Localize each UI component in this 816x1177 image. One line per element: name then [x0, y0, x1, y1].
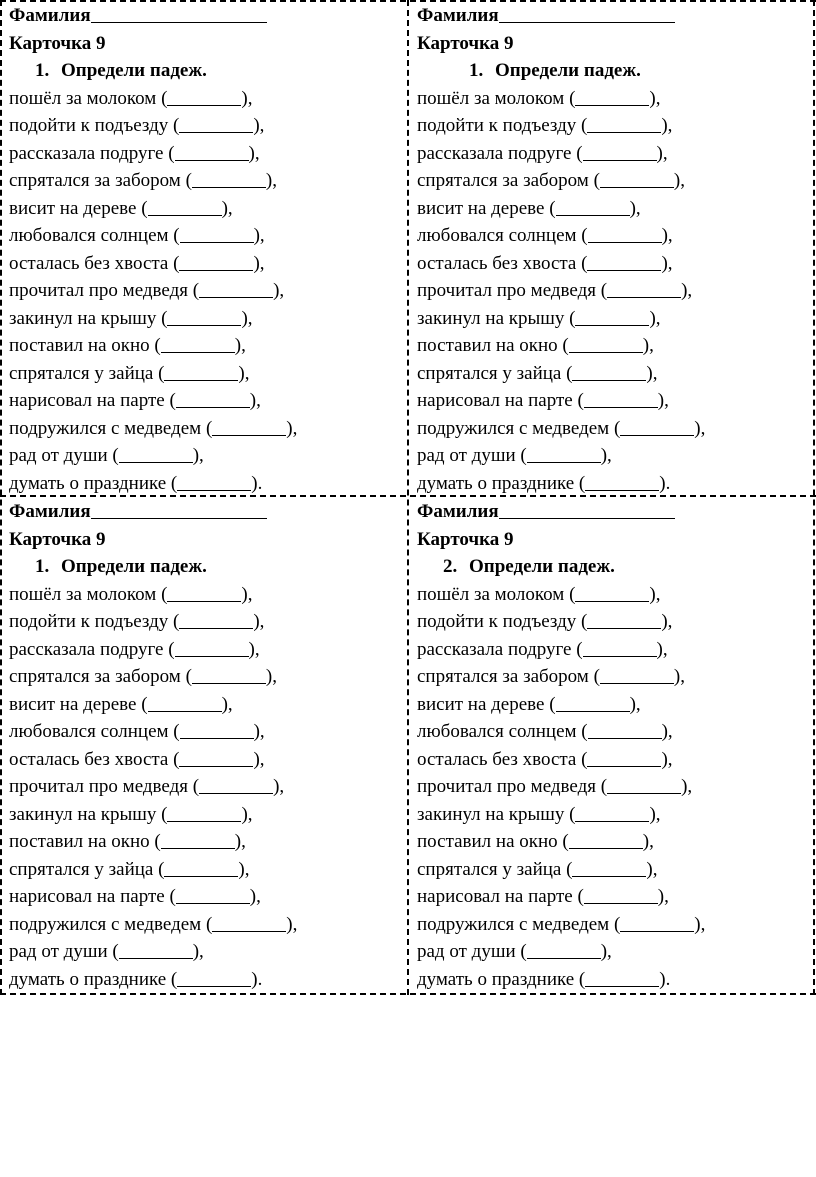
phrase-text: подойти к подъезду ( [417, 611, 588, 632]
phrase-end: ). [659, 968, 671, 990]
phrase-row [9, 195, 409, 223]
answer-blank[interactable] [177, 489, 251, 491]
phrase-row [9, 332, 409, 360]
phrase-end: ), [649, 583, 661, 605]
card-1 [0, 0, 409, 496]
phrase-row [9, 85, 409, 113]
phrase-end: ), [642, 335, 654, 356]
phrase-row [417, 140, 816, 168]
phrase-row [9, 250, 409, 278]
phrase-end: ), [681, 280, 693, 301]
answer-blank[interactable] [527, 957, 601, 959]
phrase-end: ), [694, 913, 706, 935]
surname-blank[interactable] [499, 21, 675, 23]
answer-blank[interactable] [179, 131, 253, 133]
answer-blank[interactable] [607, 296, 681, 298]
phrase-end: ), [253, 611, 265, 632]
answer-blank[interactable] [199, 296, 273, 298]
phrase-end: ), [649, 803, 661, 825]
phrase-text: висит на дереве ( [9, 693, 148, 715]
card-content [0, 0, 409, 497]
answer-blank[interactable] [587, 627, 661, 629]
phrase-end: ), [661, 611, 673, 632]
task-number: 1. [35, 60, 50, 81]
phrase-row [417, 938, 816, 966]
card-4 [409, 496, 816, 994]
phrase-text: думать о празднике ( [9, 968, 178, 990]
phrase-end: ), [249, 886, 261, 907]
answer-blank[interactable] [164, 875, 238, 877]
answer-blank[interactable] [179, 765, 253, 767]
phrase-text: закинул на крышу ( [9, 803, 168, 825]
phrase-text: рассказала подруге ( [9, 142, 175, 164]
answer-blank[interactable] [584, 406, 658, 408]
phrase-text: поставил на окно ( [417, 335, 569, 356]
phrase-row [417, 636, 816, 664]
phrase-end: ), [192, 941, 204, 962]
phrase-text: любовался солнцем ( [417, 225, 588, 246]
phrase-text: рад от души ( [9, 941, 119, 962]
answer-blank[interactable] [556, 710, 630, 712]
answer-blank[interactable] [575, 104, 649, 106]
answer-blank[interactable] [588, 737, 662, 739]
answer-blank[interactable] [161, 351, 235, 353]
phrase-text: поставил на окно ( [9, 335, 161, 356]
card-content [0, 496, 409, 993]
phrase-text: прочитал про медведя ( [417, 776, 608, 797]
phrase-row [9, 828, 409, 856]
phrase-end: ), [661, 252, 673, 274]
phrase-row [417, 305, 816, 333]
phrase-end: ), [649, 87, 661, 109]
answer-blank[interactable] [575, 324, 649, 326]
phrase-row [9, 442, 409, 470]
answer-blank[interactable] [179, 269, 253, 271]
phrase-end: ), [286, 913, 298, 935]
answer-blank[interactable] [148, 214, 222, 216]
phrase-text: осталась без хвоста ( [9, 748, 180, 770]
answer-blank[interactable] [176, 406, 250, 408]
phrase-end: ), [600, 941, 612, 962]
phrase-row [9, 801, 409, 829]
surname-blank[interactable] [91, 517, 267, 519]
phrase-text: осталась без хвоста ( [417, 252, 588, 274]
phrase-text: подружился с медведем ( [417, 913, 621, 935]
answer-blank[interactable] [119, 461, 193, 463]
phrase-end: ), [661, 115, 673, 136]
phrase-end: ), [600, 445, 612, 466]
phrase-text: висит на дереве ( [9, 197, 148, 219]
answer-blank[interactable] [607, 792, 681, 794]
phrase-end: ), [273, 280, 285, 301]
phrase-end: ), [649, 307, 661, 329]
phrase-row [417, 470, 816, 498]
phrase-text: рассказала подруге ( [417, 142, 583, 164]
phrase-end: ), [657, 390, 669, 411]
phrase-text: подойти к подъезду ( [417, 115, 588, 136]
card-content [409, 0, 816, 497]
answer-blank[interactable] [620, 434, 694, 436]
surname-label: Фамилия [9, 501, 91, 522]
phrase-text: пошёл за молоком ( [9, 87, 168, 109]
phrase-text: прочитал про медведя ( [9, 776, 200, 797]
phrase-end: ), [642, 831, 654, 852]
answer-blank[interactable] [527, 461, 601, 463]
answer-blank[interactable] [161, 847, 235, 849]
answer-blank[interactable] [180, 241, 254, 243]
answer-blank[interactable] [192, 186, 266, 188]
phrase-text: закинул на крышу ( [9, 307, 168, 329]
phrase-row [9, 387, 409, 415]
phrase-end: ), [253, 252, 265, 274]
phrase-row [9, 581, 409, 609]
phrase-text: любовался солнцем ( [417, 721, 588, 742]
phrase-text: рассказала подруге ( [9, 638, 175, 660]
phrase-row [417, 581, 816, 609]
phrase-row [9, 718, 409, 746]
phrase-text: спрятался у зайца ( [9, 858, 165, 880]
phrase-end: ), [241, 307, 253, 329]
phrase-text: пошёл за молоком ( [9, 583, 168, 605]
phrase-end: ), [657, 886, 669, 907]
answer-blank[interactable] [600, 682, 674, 684]
answer-blank[interactable] [180, 737, 254, 739]
phrase-row [417, 883, 816, 911]
phrase-text: любовался солнцем ( [9, 721, 180, 742]
phrase-row [417, 442, 816, 470]
task-text: Определи падеж. [469, 556, 615, 577]
card-2 [409, 0, 816, 496]
phrase-row [417, 85, 816, 113]
card-title: Карточка 9 [9, 32, 106, 54]
phrase-text: спрятался за забором ( [417, 666, 600, 687]
phrase-row [417, 332, 816, 360]
phrase-text: любовался солнцем ( [9, 225, 180, 246]
answer-blank[interactable] [179, 627, 253, 629]
task-heading [417, 57, 816, 85]
phrase-row [417, 112, 816, 140]
task-number: 1. [469, 60, 484, 81]
task-heading [9, 553, 409, 581]
card-content [409, 496, 816, 993]
answer-blank[interactable] [167, 324, 241, 326]
answer-blank[interactable] [119, 957, 193, 959]
phrase-row [9, 277, 409, 305]
phrase-row [417, 387, 816, 415]
answer-blank[interactable] [583, 159, 657, 161]
phrase-end: ), [273, 776, 285, 797]
phrase-text: подружился с медведем ( [9, 913, 213, 935]
phrase-row [417, 773, 816, 801]
phrase-end: ), [221, 693, 233, 715]
phrase-row [9, 305, 409, 333]
phrase-row [417, 856, 816, 884]
phrase-end: ), [253, 115, 265, 136]
phrase-text: рассказала подруге ( [417, 638, 583, 660]
phrase-text: рад от души ( [417, 941, 527, 962]
phrase-row [417, 195, 816, 223]
phrase-text: висит на дереве ( [417, 693, 556, 715]
answer-blank[interactable] [175, 159, 249, 161]
surname-line [417, 498, 816, 526]
task-heading [417, 553, 816, 581]
phrase-end: ), [248, 142, 260, 164]
phrase-row [417, 746, 816, 774]
phrase-end: ), [265, 666, 277, 687]
phrase-row [417, 966, 816, 994]
phrase-end: ), [629, 693, 641, 715]
phrase-text: спрятался за забором ( [9, 170, 192, 191]
phrase-text: нарисовал на парте ( [9, 390, 176, 411]
phrase-end: ), [238, 858, 250, 880]
phrase-row [417, 167, 816, 195]
phrase-row [9, 856, 409, 884]
phrase-row [417, 277, 816, 305]
phrase-text: рад от души ( [417, 445, 527, 466]
answer-blank[interactable] [164, 379, 238, 381]
answer-blank[interactable] [584, 902, 658, 904]
phrase-end: ), [661, 225, 673, 246]
phrase-text: прочитал про медведя ( [417, 280, 608, 301]
phrase-end: ), [265, 170, 277, 191]
card-title: Карточка 9 [417, 32, 514, 54]
phrase-end: ), [629, 197, 641, 219]
answer-blank[interactable] [587, 131, 661, 133]
phrase-text: пошёл за молоком ( [417, 87, 576, 109]
answer-blank[interactable] [585, 489, 659, 491]
phrase-text: подойти к подъезду ( [9, 611, 180, 632]
phrase-text: спрятался у зайца ( [417, 858, 573, 880]
phrase-row [9, 883, 409, 911]
phrase-text: спрятался у зайца ( [9, 362, 165, 384]
surname-label: Фамилия [417, 5, 499, 26]
phrase-row [9, 966, 409, 994]
phrase-end: ), [253, 225, 265, 246]
card-3 [0, 496, 409, 994]
phrase-end: ), [661, 748, 673, 770]
answer-blank[interactable] [587, 269, 661, 271]
task-number: 2. [443, 556, 458, 577]
phrase-text: закинул на крышу ( [417, 307, 576, 329]
answer-blank[interactable] [167, 820, 241, 822]
phrase-row [417, 250, 816, 278]
answer-blank[interactable] [620, 930, 694, 932]
phrase-text: нарисовал на парте ( [417, 886, 584, 907]
answer-blank[interactable] [176, 902, 250, 904]
phrase-end: ). [251, 472, 263, 494]
phrase-row [9, 360, 409, 388]
phrase-row [417, 360, 816, 388]
answer-blank[interactable] [575, 600, 649, 602]
phrase-row [9, 112, 409, 140]
answer-blank[interactable] [199, 792, 273, 794]
phrase-row [417, 828, 816, 856]
surname-line [9, 2, 409, 30]
phrase-end: ), [248, 638, 260, 660]
phrase-end: ), [253, 748, 265, 770]
surname-label: Фамилия [417, 501, 499, 522]
phrase-text: спрятался за забором ( [9, 666, 192, 687]
answer-blank[interactable] [569, 847, 643, 849]
phrase-text: нарисовал на парте ( [417, 390, 584, 411]
phrase-row [417, 718, 816, 746]
answer-blank[interactable] [583, 655, 657, 657]
phrase-end: ). [659, 472, 671, 494]
answer-blank[interactable] [192, 682, 266, 684]
surname-line [417, 2, 816, 30]
task-number: 1. [35, 556, 50, 577]
phrase-end: ), [694, 417, 706, 439]
phrase-end: ), [241, 87, 253, 109]
phrase-end: ), [661, 721, 673, 742]
phrase-text: думать о празднике ( [417, 472, 586, 494]
phrase-row [417, 608, 816, 636]
phrase-row [417, 691, 816, 719]
phrase-row [9, 415, 409, 443]
answer-blank[interactable] [600, 186, 674, 188]
answer-blank[interactable] [167, 104, 241, 106]
phrase-end: ), [253, 721, 265, 742]
card-title: Карточка 9 [417, 528, 514, 550]
phrase-row [9, 636, 409, 664]
answer-blank[interactable] [177, 985, 251, 987]
card-title: Карточка 9 [9, 528, 106, 550]
phrase-end: ), [673, 170, 685, 191]
answer-blank[interactable] [175, 655, 249, 657]
phrase-end: ), [646, 362, 658, 384]
phrase-text: висит на дереве ( [417, 197, 556, 219]
phrase-row [9, 663, 409, 691]
phrase-row [417, 222, 816, 250]
task-text: Определи падеж. [61, 556, 207, 577]
phrase-text: думать о празднике ( [9, 472, 178, 494]
phrase-end: ), [646, 858, 658, 880]
answer-blank[interactable] [569, 351, 643, 353]
phrase-end: ), [234, 831, 246, 852]
phrase-end: ), [681, 776, 693, 797]
answer-blank[interactable] [585, 985, 659, 987]
phrase-end: ), [221, 197, 233, 219]
phrase-text: думать о празднике ( [417, 968, 586, 990]
phrase-end: ), [241, 803, 253, 825]
phrase-row [9, 911, 409, 939]
phrase-row [9, 140, 409, 168]
task-text: Определи падеж. [495, 60, 641, 81]
phrase-row [9, 746, 409, 774]
answer-blank[interactable] [587, 765, 661, 767]
phrase-text: подружился с медведем ( [9, 417, 213, 439]
phrase-text: осталась без хвоста ( [9, 252, 180, 274]
answer-blank[interactable] [575, 820, 649, 822]
phrase-text: нарисовал на парте ( [9, 886, 176, 907]
phrase-text: осталась без хвоста ( [417, 748, 588, 770]
answer-blank[interactable] [572, 875, 646, 877]
surname-blank[interactable] [91, 21, 267, 23]
answer-blank[interactable] [212, 930, 286, 932]
phrase-end: ), [238, 362, 250, 384]
phrase-row [417, 415, 816, 443]
task-heading [9, 57, 409, 85]
phrase-row [9, 167, 409, 195]
phrase-text: подружился с медведем ( [417, 417, 621, 439]
surname-line [9, 498, 409, 526]
answer-blank[interactable] [572, 379, 646, 381]
phrase-text: поставил на окно ( [417, 831, 569, 852]
surname-label: Фамилия [9, 5, 91, 26]
phrase-row [9, 608, 409, 636]
phrase-end: ), [241, 583, 253, 605]
task-text: Определи падеж. [61, 60, 207, 81]
phrase-end: ), [656, 142, 668, 164]
phrase-end: ), [673, 666, 685, 687]
phrase-text: прочитал про медведя ( [9, 280, 200, 301]
phrase-end: ), [286, 417, 298, 439]
phrase-text: пошёл за молоком ( [417, 583, 576, 605]
phrase-row [417, 663, 816, 691]
phrase-row [417, 801, 816, 829]
phrase-text: закинул на крышу ( [417, 803, 576, 825]
surname-blank[interactable] [499, 517, 675, 519]
phrase-row [9, 938, 409, 966]
phrase-text: поставил на окно ( [9, 831, 161, 852]
phrase-end: ), [234, 335, 246, 356]
phrase-row [417, 911, 816, 939]
answer-blank[interactable] [556, 214, 630, 216]
phrase-end: ), [192, 445, 204, 466]
phrase-text: спрятался за забором ( [417, 170, 600, 191]
phrase-end: ), [249, 390, 261, 411]
phrase-end: ). [251, 968, 263, 990]
answer-blank[interactable] [167, 600, 241, 602]
phrase-row [9, 773, 409, 801]
phrase-row [9, 691, 409, 719]
phrase-row [9, 470, 409, 498]
phrase-text: спрятался у зайца ( [417, 362, 573, 384]
phrase-row [9, 222, 409, 250]
answer-blank[interactable] [148, 710, 222, 712]
phrase-text: рад от души ( [9, 445, 119, 466]
answer-blank[interactable] [588, 241, 662, 243]
answer-blank[interactable] [212, 434, 286, 436]
phrase-text: подойти к подъезду ( [9, 115, 180, 136]
phrase-end: ), [656, 638, 668, 660]
